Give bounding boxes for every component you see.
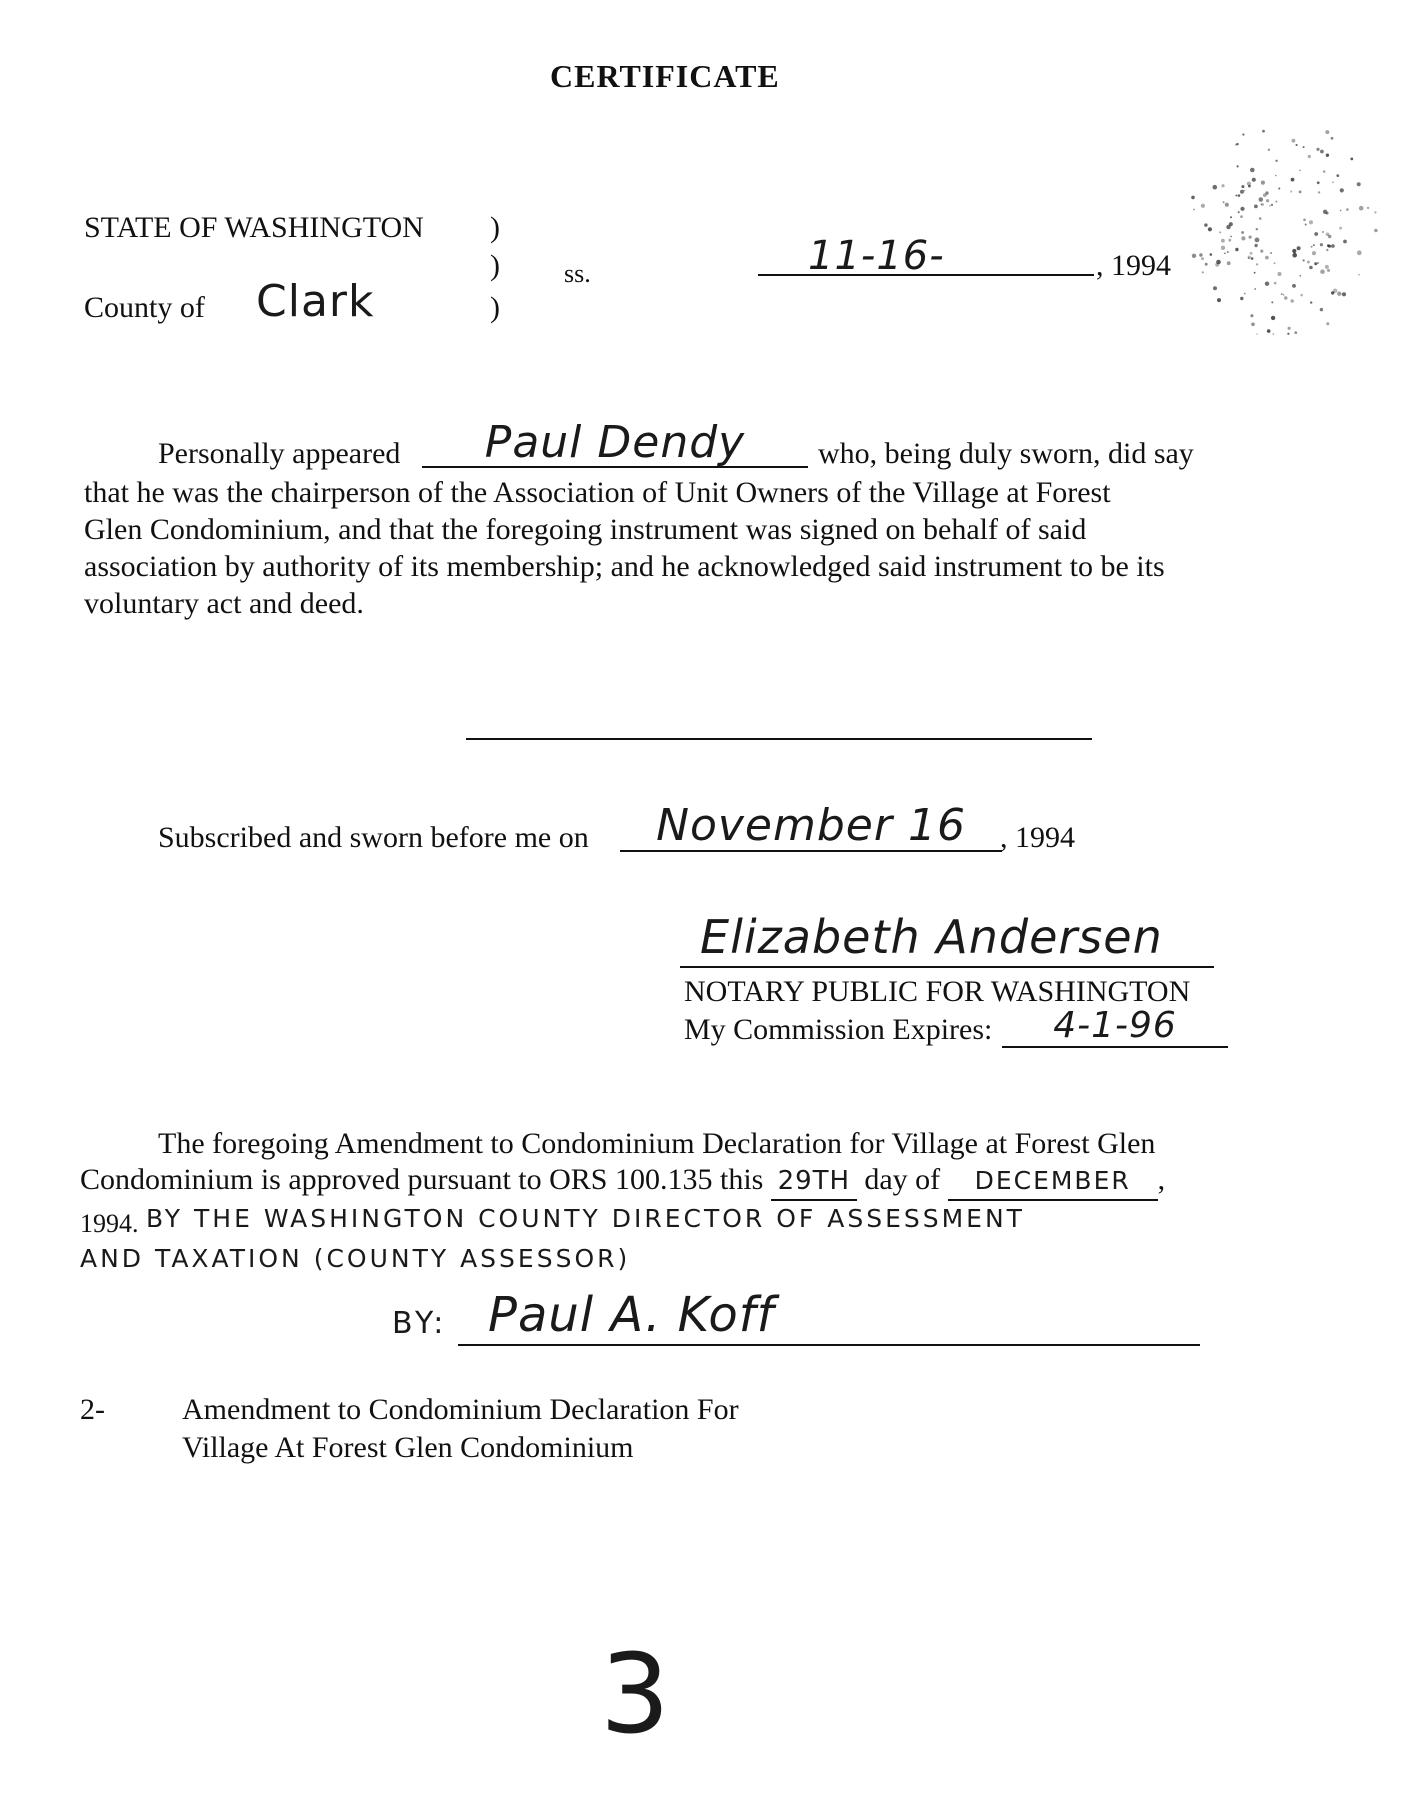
ack-body [84, 474, 1234, 622]
notary-signature-line [680, 908, 1214, 968]
notary-signature: Elizabeth Andersen [700, 910, 1163, 964]
notary-seal-impression [1188, 108, 1388, 398]
state-line: STATE OF WASHINGTON [84, 211, 424, 244]
footer-doc-line-2: Village At Forest Glen Condominium [182, 1431, 634, 1464]
county-label: County of [84, 291, 205, 324]
bracket-2: ) [490, 249, 500, 282]
venue-date-handwritten: 11-16- [808, 233, 945, 279]
venue-year: , 1994 [1096, 249, 1171, 282]
commission-value: 4-1-96 [1053, 1005, 1177, 1046]
jurat-year: , 1994 [1000, 821, 1075, 854]
approval-day-field [771, 1163, 857, 1201]
ack-text-4: association by authority of its membership; and he acknowledged said instrument to be its [84, 550, 1165, 583]
approval-line-1: The foregoing Amendment to Condominium Declaration for Village at Forest Glen [158, 1127, 1156, 1160]
approval-line-3a: 1994. [80, 1209, 139, 1238]
separator-rule [466, 738, 1092, 740]
page-number-handwritten: 3 [600, 1630, 671, 1758]
bracket-1: ) [490, 211, 500, 244]
commission-label: My Commission Expires: [684, 1013, 993, 1046]
assessor-signature: Paul A. Koff [488, 1287, 775, 1343]
jurat-date-field [620, 800, 1002, 852]
footer-doc-line-1: Amendment to Condominium Declaration For [182, 1393, 739, 1426]
approval-month-handwritten: DECEMBER [974, 1166, 1131, 1195]
ack-name-handwritten: Paul Dendy [484, 417, 746, 468]
approval-line-2b: day of [864, 1163, 941, 1196]
approval-day-handwritten: 29TH [777, 1166, 851, 1196]
ack-text-3: Glen Condominium, and that the foregoing instrument was signed on behalf of said [84, 513, 1087, 546]
commission-field [1002, 1004, 1228, 1048]
jurat-date-handwritten: November 16 [656, 800, 966, 851]
approval-month-field [948, 1163, 1158, 1201]
page-title: CERTIFICATE [550, 58, 780, 94]
ack-text-1: who, being duly sworn, did say [818, 437, 1194, 470]
bracket-3: ) [490, 291, 500, 324]
assessor-signature-line [458, 1284, 1200, 1346]
jurat-lead: Subscribed and sworn before me on [158, 821, 589, 854]
by-label: BY: [392, 1306, 448, 1341]
ss-label: ss. [564, 259, 591, 288]
approval-line-2c: , [1157, 1163, 1166, 1196]
notary-title: NOTARY PUBLIC FOR WASHINGTON [684, 975, 1191, 1008]
county-handwritten: Clark [256, 276, 375, 327]
approval-line-2 [80, 1162, 1165, 1201]
venue-date-field [758, 233, 1094, 279]
approval-line-3b: BY THE WASHINGTON COUNTY DIRECTOR OF ASSESSMENT [146, 1204, 1025, 1233]
approval-line-2a: Condominium is approved pursuant to ORS 100.135 this [80, 1163, 764, 1196]
approval-line-4: AND TAXATION (COUNTY ASSESSOR) [80, 1244, 631, 1273]
ack-lead: Personally appeared [158, 437, 401, 470]
ack-text-2: that he was the chairperson of the Association of Unit Owners of the Village at Forest [84, 476, 1111, 509]
ack-text-5: voluntary act and deed. [84, 587, 364, 620]
footer-page-ref: 2- [80, 1393, 105, 1426]
ack-name-field [422, 418, 808, 468]
